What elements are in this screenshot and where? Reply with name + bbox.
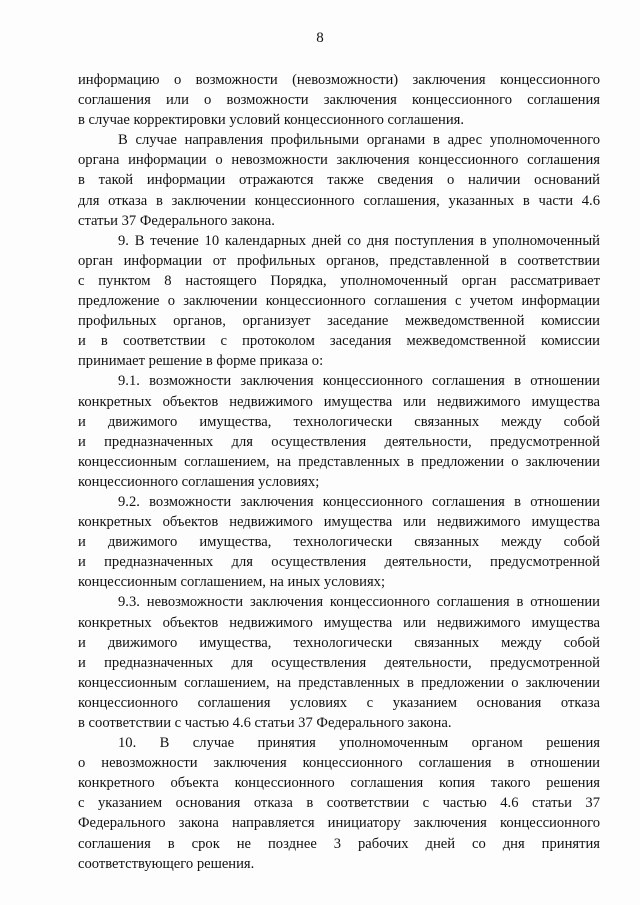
- text-line: 9. В течение 10 календарных дней со дня поступления в уполномоченный: [118, 232, 600, 249]
- text-line: концессионным соглашением, на иных условиях;: [78, 574, 386, 591]
- text-line: соглашения в срок не позднее 3 рабочих дней со дня принятия: [78, 835, 600, 852]
- text-line: 9.2. возможности заключения концессионного соглашения в отношении: [118, 493, 600, 510]
- text-line: с пунктом 8 настоящего Порядка, уполномоченный орган рассматривает: [78, 272, 600, 289]
- text-line: и предназначенных для осуществления деятельности, предусмотренной: [78, 554, 600, 571]
- text-line: статьи 37 Федерального закона.: [78, 212, 275, 229]
- text-line: предложение о заключении концессионного соглашения с учетом информации: [78, 293, 600, 310]
- document-body: [78, 70, 600, 874]
- page-number: 8: [316, 30, 324, 46]
- text-line: и в соответствии с протоколом заседания межведомственной комиссии: [78, 333, 600, 350]
- text-line: соглашения или о возможности заключения концессионного соглашения: [78, 92, 600, 109]
- text-line: о невозможности заключения концессионного соглашения в отношении: [78, 755, 600, 772]
- text-line: информацию о возможности (невозможности) заключения концессионного: [78, 72, 600, 88]
- text-line: конкретных объектов недвижимого имущества или недвижимого имущества: [78, 514, 600, 531]
- text-line: Федерального закона направляется инициатору заключения концессионного: [78, 815, 600, 832]
- text-line: концессионным соглашением, на представленных в предложении о заключении: [78, 674, 600, 691]
- text-line: 10. В случае принятия уполномоченным органом решения: [118, 735, 600, 752]
- text-line: концессионного соглашения условиях с указанием основания отказа: [78, 694, 600, 711]
- text-line: для отказа в заключении концессионного соглашения, указанных в части 4.6: [78, 192, 600, 209]
- text-line: соответствующего решения.: [78, 855, 255, 872]
- text-line: конкретного объекта концессионного соглашения копия такого решения: [78, 775, 600, 792]
- text-line: принимает решение в форме приказа о:: [78, 353, 324, 370]
- text-line: конкретных объектов недвижимого имущества или недвижимого имущества: [78, 393, 600, 410]
- text-line: и предназначенных для осуществления деятельности, предусмотренной: [78, 433, 600, 450]
- text-line: органа информации о невозможности заключения концессионного соглашения: [78, 152, 600, 169]
- text-line: в случае корректировки условий концессионного соглашения.: [78, 112, 465, 129]
- text-line: профильных органов, организует заседание межведомственной комиссии: [78, 313, 600, 330]
- text-line: В случае направления профильными органами в адрес уполномоченного: [118, 132, 600, 149]
- text-line: и предназначенных для осуществления деятельности, предусмотренной: [78, 654, 600, 671]
- text-line: орган информации от профильных органов, представленной в соответствии: [78, 252, 600, 269]
- text-line: и движимого имущества, технологически связанных между собой: [78, 634, 600, 651]
- text-line: с указанием основания отказа в соответствии с частью 4.6 статьи 37: [78, 795, 600, 812]
- text-line: 9.3. невозможности заключения концессионного соглашения в отношении: [118, 594, 600, 611]
- text-line: и движимого имущества, технологически связанных между собой: [78, 413, 600, 430]
- text-line: концессионным соглашением, на представленных в предложении о заключении: [78, 453, 600, 470]
- text-line: в такой информации отражаются также сведения о наличии оснований: [78, 172, 600, 189]
- text-line: 9.1. возможности заключения концессионного соглашения в отношении: [118, 373, 600, 390]
- text-line: и движимого имущества, технологически связанных между собой: [78, 534, 600, 551]
- text-line: в соответствии с частью 4.6 статьи 37 Федерального закона.: [78, 715, 452, 731]
- text-line: конкретных объектов недвижимого имущества или недвижимого имущества: [78, 614, 600, 631]
- text-line: концессионного соглашения условиях;: [78, 473, 320, 490]
